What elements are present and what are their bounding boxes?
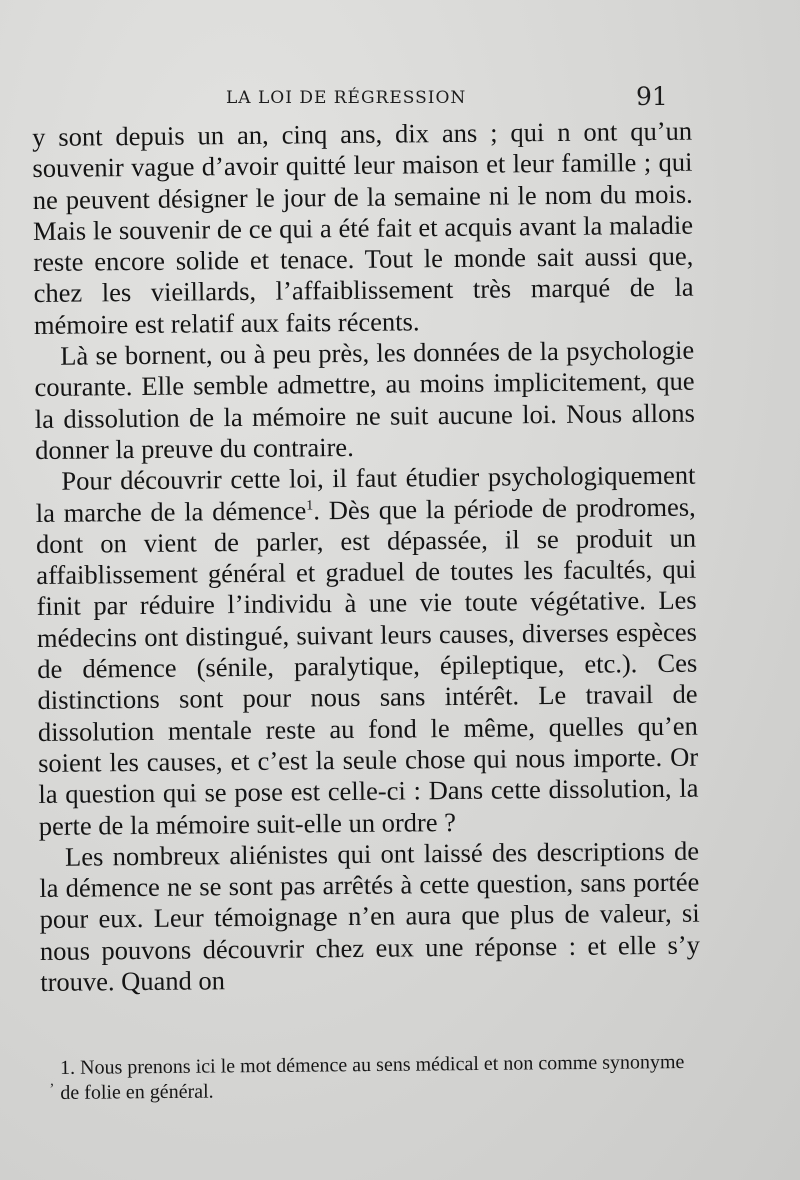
body-text (32, 116, 700, 999)
page-header (0, 82, 800, 114)
paragraph: y sont depuis un an, cinq ans, dix ans ; qui n ont qu’un souvenir vague d’avoir quitté leur maison et leur famille ; qui ne peuvent désigner le jour de la semaine ni le nom du mois. Mais le souvenir de ce qui a été fait et acquis avant la maladie reste encore solide et tenace. Tout le monde sait aussi que, chez les vieillards, l’affaiblissement très marqué de la mémoire est relatif aux faits récents. (32, 115, 694, 340)
stray-mark: , (50, 1072, 54, 1089)
paragraph-text: . Dès que la période de prodromes, dont on vient de parler, est dépassée, il se produit un affaiblissement général et graduel de toutes les facultés, qui finit par réduire l’individu à une vie toute végétative. Les médecins ont distingué, suivant leurs causes, diverses espèces de démence (sénile, paralytique, épileptique, etc.). Ces distinctions sont pour nous sans intérêt. Le travail de dissolution mentale reste au fond le même, quelles qu’en soient les causes, et c’est la seule chose qui nous importe. Or la question qui se pose est celle-ci : Dans cette dissolution, la perte de la mémoire suit-elle un ordre ? (35, 491, 699, 841)
footnote-text: 1. Nous prenons ici le mot démence au sens médical et non comme synonyme de folie en général. (60, 1051, 685, 1104)
page-number: 91 (636, 82, 668, 111)
footnote (60, 1050, 700, 1106)
paragraph: Les nombreux aliénistes qui ont laissé des descriptions de la démence ne se sont pas arrêtés à cette question, sans portée pour eux. Leur témoignage n’en aura que plus de valeur, si nous pouvons découvrir chez eux une réponse : et elle s’y trouve. Quand on (39, 835, 701, 997)
footnote-reference: 1 (306, 498, 314, 514)
running-title: LA LOI DE RÉGRESSION (226, 88, 467, 108)
paragraph (35, 460, 699, 842)
paragraph: Là se bornent, ou à peu près, les données de la psychologie courante. Elle semble admettre, au moins implicitement, que la dissolution de la mémoire ne suit aucune loi. Nous allons donner la preuve du contraire. (34, 334, 695, 465)
paragraph-text: Pour découvrir cette loi, il faut étudier psychologiquement la marche de la démence (35, 459, 696, 528)
